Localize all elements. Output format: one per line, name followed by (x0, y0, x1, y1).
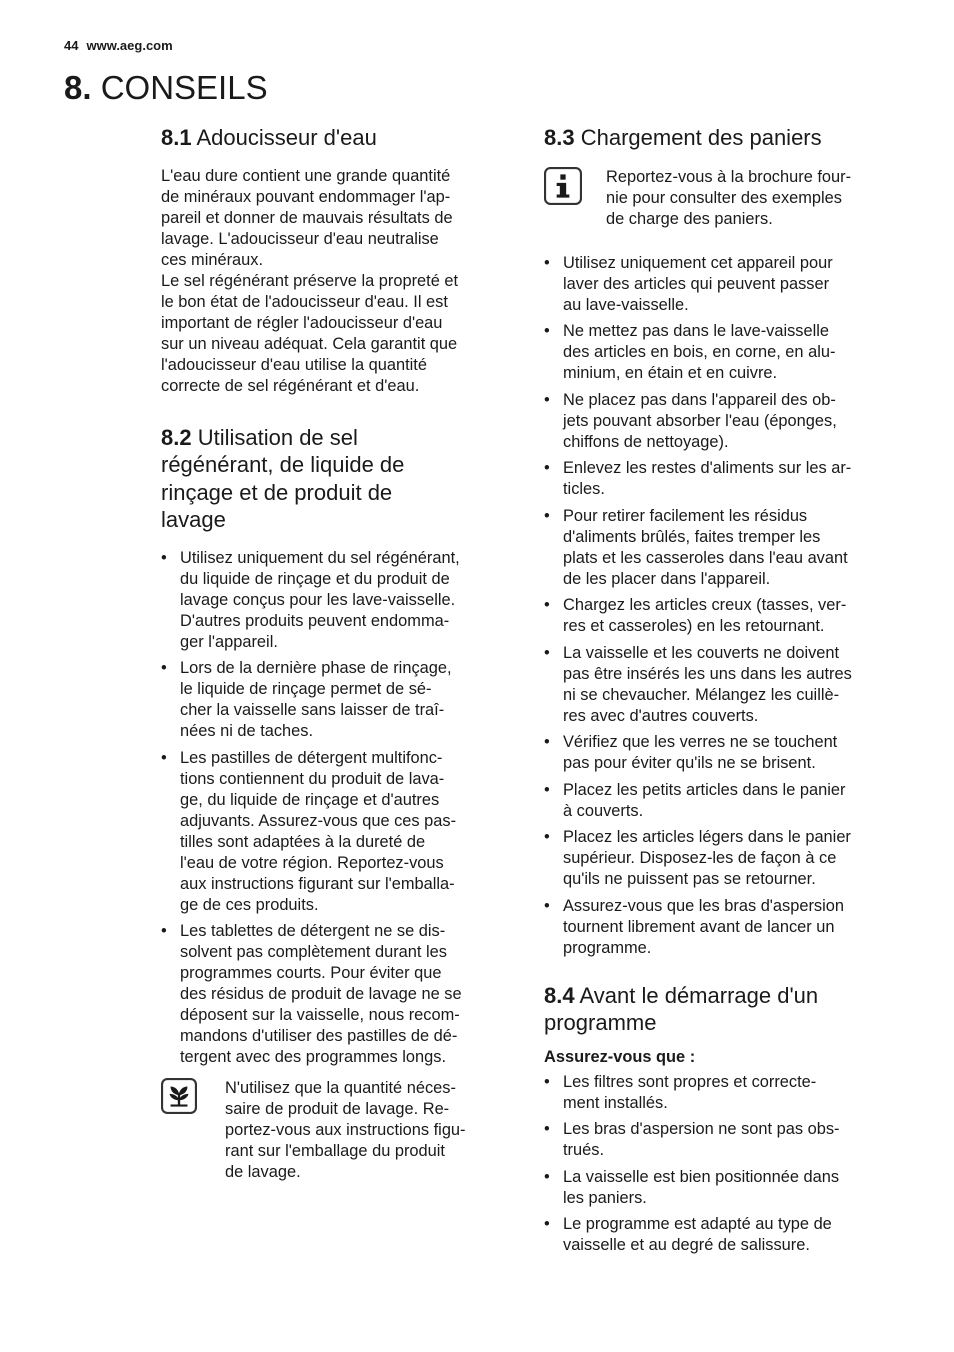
environment-note-text: N'utilisez que la quantité néces- saire de produit de lavage. Re- portez-vous aux instructions figu- rant sur l'emballage du produit de lavage. (225, 1079, 466, 1181)
list-item: • Pour retirer facilement les résidus d'aliments brûlés, faites tremper les plats et les casseroles dans l'eau avant de les placer dans l'appareil. (544, 506, 896, 590)
chapter-title (64, 66, 268, 110)
section-number: 8.4 (544, 982, 575, 1008)
list-item: • Assurez-vous que les bras d'aspersion tournent librement avant de lancer un programme. (544, 896, 896, 959)
section-title: Utilisation de sel régénérant, de liquide de rinçage et de produit de lavage (161, 424, 405, 532)
section-8-3-heading (544, 124, 896, 152)
section-8-4-subheading: Assurez-vous que : (544, 1047, 696, 1066)
list-item: • Enlevez les restes d'aliments sur les ar- ticles. (544, 458, 896, 500)
list-item: • Vérifiez que les verres ne se touchent pas pour éviter qu'ils ne se brisent. (544, 732, 896, 774)
section-8-4-list (544, 1072, 896, 1257)
list-item: • Les bras d'aspersion ne sont pas obs- trués. (544, 1119, 896, 1161)
list-item: • La vaisselle et les couverts ne doivent pas être insérés les uns dans les autres ni se chevaucher. Mélangez les cuillè- res avec d'autres couverts. (544, 643, 896, 727)
list-item: • Ne mettez pas dans le lave-vaisselle des articles en bois, en corne, en alu- minium, en étain et en cuivre. (544, 321, 896, 384)
section-8-2-heading (161, 424, 513, 534)
right-column (544, 124, 896, 1262)
section-8-1-body: L'eau dure contient une grande quantité de minéraux pouvant endommager l'ap- pareil et donner de mauvais résultats de lavage. L'adoucisseur d'eau neutralise ces minéraux. Le sel régénérant préserve la propreté et le bon état de l'adoucisseur d'eau. Il est important de régler l'adoucisseur d'eau sur un niveau adéquat. Cela garantit que l'adoucisseur d'eau utilise la quantité correcte de sel régénérant et d'eau. (161, 166, 459, 395)
list-item: • Les tablettes de détergent ne se dis- solvent pas complètement durant les programmes courts. Pour éviter que des résidus de produit de lavage ne se déposent sur la vaisselle, nous recom- mandons d'utiliser des pastilles de dé- tergent avec des programmes longs. (161, 921, 513, 1068)
chapter-name: CONSEILS (100, 69, 268, 106)
environment-icon (161, 1078, 195, 1112)
section-title: Chargement des paniers (580, 125, 822, 150)
left-column (161, 124, 513, 1183)
section-title: Adoucisseur d'eau (196, 125, 377, 150)
list-item: • Placez les articles légers dans le panier supérieur. Disposez-les de façon à ce qu'ils ne puissent pas se retourner. (544, 827, 896, 890)
list-item: • Le programme est adapté au type de vaisselle et au degré de salissure. (544, 1214, 896, 1256)
list-item: • Ne placez pas dans l'appareil des ob- jets pouvant absorber l'eau (éponges, chiffons de nettoyage). (544, 390, 896, 453)
page-number: 44 (64, 38, 79, 53)
list-item: • Chargez les articles creux (tasses, ver- res et casseroles) en les retournant. (544, 595, 896, 637)
list-item: • Utilisez uniquement cet appareil pour laver des articles qui peuvent passer au lave-vaisselle. (544, 253, 896, 316)
page-header (64, 38, 173, 53)
section-8-2-list (161, 548, 513, 1069)
info-icon (544, 167, 578, 201)
list-item: • Placez les petits articles dans le panier à couverts. (544, 780, 896, 822)
section-8-1-heading (161, 124, 513, 152)
list-item: • Les filtres sont propres et correcte- ment installés. (544, 1072, 896, 1114)
chapter-number: 8. (64, 69, 92, 106)
website-url: www.aeg.com (86, 38, 173, 53)
section-number: 8.1 (161, 125, 192, 150)
info-note (544, 167, 896, 230)
section-number: 8.3 (544, 125, 575, 150)
list-item: • Utilisez uniquement du sel régénérant, du liquide de rinçage et du produit de lavage conçus pour les lave-vaisselle. D'autres produits peuvent endomma- ger l'appareil. (161, 548, 513, 653)
info-note-text: Reportez-vous à la brochure four- nie pour consulter des exemples de charge des paniers. (606, 167, 852, 228)
section-title: Avant le démarrage d'un programme (544, 982, 819, 1035)
environment-note (161, 1078, 513, 1183)
section-number: 8.2 (161, 424, 192, 450)
list-item: • La vaisselle est bien positionnée dans les paniers. (544, 1167, 896, 1209)
section-8-4-heading (544, 982, 896, 1037)
section-8-3-list (544, 253, 896, 959)
list-item: • Les pastilles de détergent multifonc- tions contiennent du produit de lava- ge, du liquide de rinçage et d'autres adjuvants. Assurez-vous que ces pas- tilles sont adaptées à la dureté de l'eau de votre région. Reportez-vous aux instructions figurant sur l'emballa- ge de ces produits. (161, 748, 513, 916)
list-item: • Lors de la dernière phase de rinçage, le liquide de rinçage permet de sé- cher la vaisselle sans laisser de traî- nées ni de taches. (161, 658, 513, 742)
